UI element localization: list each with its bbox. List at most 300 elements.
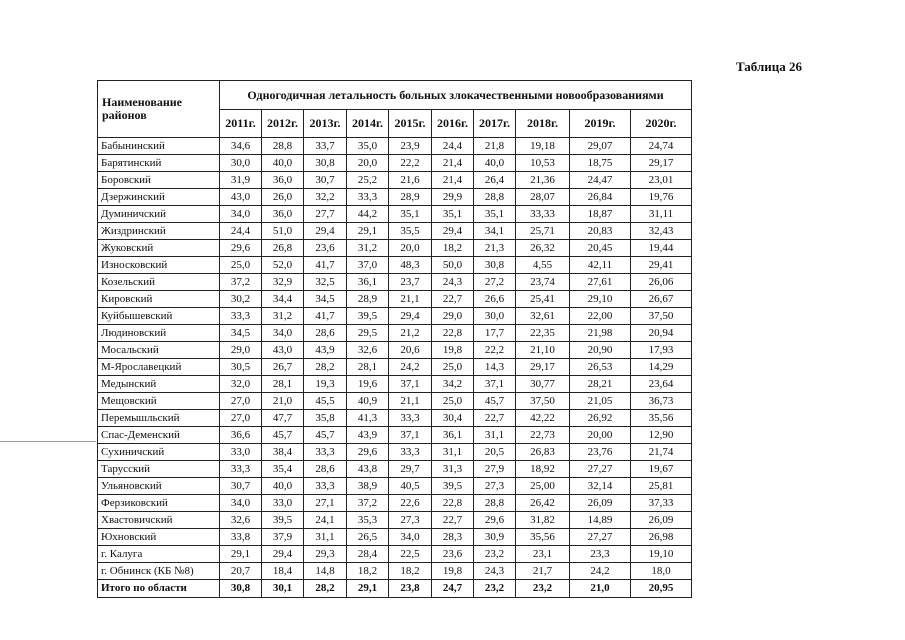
table-row (98, 512, 692, 529)
district-name: г. Обнинск (КБ №8) (98, 563, 220, 580)
lethality-value: 23,7 (389, 274, 432, 291)
lethality-value: 42,22 (516, 410, 570, 427)
lethality-value: 10,53 (516, 155, 570, 172)
lethality-value: 36,1 (347, 274, 389, 291)
lethality-value: 25,0 (220, 257, 262, 274)
lethality-value: 36,73 (631, 393, 692, 410)
table-row (98, 427, 692, 444)
lethality-value: 48,3 (389, 257, 432, 274)
lethality-value: 33,3 (220, 461, 262, 478)
lethality-value: 44,2 (347, 206, 389, 223)
lethality-value: 34,0 (220, 495, 262, 512)
lethality-value: 29,0 (432, 308, 474, 325)
lethality-value: 19,3 (304, 376, 347, 393)
lethality-value: 28,9 (389, 189, 432, 206)
total-row (98, 580, 692, 598)
lethality-value: 29,4 (432, 223, 474, 240)
lethality-value: 28,2 (304, 359, 347, 376)
lethality-value: 23,1 (516, 546, 570, 563)
lethality-value: 41,7 (304, 308, 347, 325)
lethality-value: 19,8 (432, 342, 474, 359)
lethality-value: 24,1 (304, 512, 347, 529)
lethality-value: 25,71 (516, 223, 570, 240)
lethality-value: 23,74 (516, 274, 570, 291)
lethality-value: 30,0 (474, 308, 516, 325)
lethality-value: 37,1 (389, 376, 432, 393)
lethality-value: 14,3 (474, 359, 516, 376)
lethality-value: 26,53 (570, 359, 631, 376)
lethality-value: 27,2 (474, 274, 516, 291)
lethality-value: 45,7 (262, 427, 304, 444)
lethality-value: 35,56 (631, 410, 692, 427)
lethality-value: 28,8 (474, 495, 516, 512)
lethality-value: 19,6 (347, 376, 389, 393)
lethality-value: 20,45 (570, 240, 631, 257)
lethality-value: 22,2 (474, 342, 516, 359)
lethality-value: 21,36 (516, 172, 570, 189)
district-name: Мещовский (98, 393, 220, 410)
lethality-value: 26,4 (474, 172, 516, 189)
lethality-value: 29,10 (570, 291, 631, 308)
lethality-value: 34,0 (220, 206, 262, 223)
lethality-value: 38,4 (262, 444, 304, 461)
lethality-value: 23,6 (304, 240, 347, 257)
total-value: 28,2 (304, 580, 347, 598)
lethality-value: 35,3 (347, 512, 389, 529)
lethality-value: 31,11 (631, 206, 692, 223)
lethality-value: 35,1 (389, 206, 432, 223)
lethality-value: 27,9 (474, 461, 516, 478)
lethality-value: 30,8 (474, 257, 516, 274)
header-year: 2012г. (262, 110, 304, 138)
lethality-value: 33,3 (389, 444, 432, 461)
lethality-value: 22,5 (389, 546, 432, 563)
district-name: Дзержинский (98, 189, 220, 206)
lethality-value: 18,2 (347, 563, 389, 580)
lethality-value: 30,2 (220, 291, 262, 308)
lethality-value: 28,07 (516, 189, 570, 206)
lethality-value: 28,1 (262, 376, 304, 393)
lethality-value: 28,21 (570, 376, 631, 393)
lethality-value: 18,2 (432, 240, 474, 257)
district-name: Тарусский (98, 461, 220, 478)
lethality-value: 32,61 (516, 308, 570, 325)
lethality-value: 22,73 (516, 427, 570, 444)
lethality-value: 22,7 (432, 291, 474, 308)
lethality-value: 26,5 (347, 529, 389, 546)
lethality-value: 40,0 (262, 478, 304, 495)
lethality-value: 19,18 (516, 138, 570, 155)
table-row (98, 172, 692, 189)
lethality-value: 28,9 (347, 291, 389, 308)
lethality-value: 21,74 (631, 444, 692, 461)
lethality-value: 24,47 (570, 172, 631, 189)
lethality-value: 14,29 (631, 359, 692, 376)
lethality-value: 29,1 (220, 546, 262, 563)
lethality-value: 20,94 (631, 325, 692, 342)
lethality-value: 24,3 (432, 274, 474, 291)
lethality-value: 34,0 (389, 529, 432, 546)
lethality-value: 24,74 (631, 138, 692, 155)
table-row (98, 563, 692, 580)
table-row (98, 291, 692, 308)
district-name: Боровский (98, 172, 220, 189)
lethality-value: 21,6 (389, 172, 432, 189)
district-name: Износковский (98, 257, 220, 274)
lethality-value: 26,09 (570, 495, 631, 512)
header-year: 2017г. (474, 110, 516, 138)
lethality-value: 26,7 (262, 359, 304, 376)
table-row (98, 478, 692, 495)
lethality-value: 51,0 (262, 223, 304, 240)
lethality-value: 32,9 (262, 274, 304, 291)
total-value: 30,1 (262, 580, 304, 598)
table-row (98, 444, 692, 461)
lethality-value: 32,6 (347, 342, 389, 359)
lethality-value: 29,3 (304, 546, 347, 563)
lethality-value: 34,2 (432, 376, 474, 393)
header-year: 2013г. (304, 110, 347, 138)
lethality-value: 40,9 (347, 393, 389, 410)
lethality-value: 33,3 (347, 189, 389, 206)
district-name: Кировский (98, 291, 220, 308)
lethality-value: 31,2 (347, 240, 389, 257)
district-name: Перемышльский (98, 410, 220, 427)
lethality-value: 33,7 (304, 138, 347, 155)
lethality-value: 43,8 (347, 461, 389, 478)
lethality-value: 29,17 (516, 359, 570, 376)
lethality-value: 24,2 (389, 359, 432, 376)
table-row (98, 376, 692, 393)
lethality-value: 32,2 (304, 189, 347, 206)
lethality-value: 18,2 (389, 563, 432, 580)
lethality-value: 34,1 (474, 223, 516, 240)
lethality-value: 27,0 (220, 410, 262, 427)
lethality-value: 43,0 (262, 342, 304, 359)
lethality-value: 19,67 (631, 461, 692, 478)
lethality-value: 29,6 (220, 240, 262, 257)
lethality-value: 31,9 (220, 172, 262, 189)
lethality-value: 33,3 (220, 308, 262, 325)
lethality-value: 26,8 (262, 240, 304, 257)
lethality-value: 27,61 (570, 274, 631, 291)
lethality-value: 33,3 (304, 444, 347, 461)
lethality-value: 29,1 (347, 223, 389, 240)
header-year: 2016г. (432, 110, 474, 138)
lethality-value: 26,0 (262, 189, 304, 206)
lethality-value: 41,3 (347, 410, 389, 427)
table-row (98, 206, 692, 223)
lethality-value: 45,7 (304, 427, 347, 444)
header-districts: Наименование районов (98, 81, 220, 138)
lethality-value: 39,5 (347, 308, 389, 325)
lethality-value: 29,6 (347, 444, 389, 461)
lethality-value: 28,3 (432, 529, 474, 546)
header-year: 2018г. (516, 110, 570, 138)
lethality-value: 22,8 (432, 325, 474, 342)
lethality-value: 32,43 (631, 223, 692, 240)
lethality-value: 20,0 (347, 155, 389, 172)
district-name: Мосальский (98, 342, 220, 359)
lethality-value: 21,7 (516, 563, 570, 580)
lethality-value: 38,9 (347, 478, 389, 495)
lethality-value: 30,5 (220, 359, 262, 376)
lethality-value: 17,7 (474, 325, 516, 342)
lethality-value: 21,3 (474, 240, 516, 257)
lethality-value: 39,5 (432, 478, 474, 495)
district-name: Жуковский (98, 240, 220, 257)
total-value: 24,7 (432, 580, 474, 598)
lethality-value: 21,98 (570, 325, 631, 342)
lethality-value: 30,7 (304, 172, 347, 189)
table-row (98, 308, 692, 325)
lethality-value: 22,2 (389, 155, 432, 172)
lethality-value: 29,0 (220, 342, 262, 359)
lethality-value: 21,1 (389, 393, 432, 410)
lethality-value: 41,7 (304, 257, 347, 274)
lethality-value: 33,3 (389, 410, 432, 427)
table-row (98, 138, 692, 155)
lethality-value: 30,77 (516, 376, 570, 393)
lethality-value: 19,76 (631, 189, 692, 206)
district-name: Жиздринский (98, 223, 220, 240)
table-row (98, 325, 692, 342)
table-row (98, 240, 692, 257)
lethality-value: 32,5 (304, 274, 347, 291)
lethality-value: 30,0 (220, 155, 262, 172)
table-caption: Таблица 26 (735, 59, 802, 74)
lethality-value: 34,4 (262, 291, 304, 308)
lethality-value: 21,4 (432, 172, 474, 189)
table-row (98, 342, 692, 359)
lethality-value: 26,67 (631, 291, 692, 308)
lethality-value: 23,9 (389, 138, 432, 155)
lethality-value: 21,05 (570, 393, 631, 410)
lethality-value: 43,9 (347, 427, 389, 444)
lethality-value: 32,0 (220, 376, 262, 393)
lethality-value: 26,6 (474, 291, 516, 308)
lethality-value: 40,5 (389, 478, 432, 495)
lethality-value: 31,1 (304, 529, 347, 546)
lethality-value: 27,3 (474, 478, 516, 495)
lethality-value: 20,5 (474, 444, 516, 461)
lethality-value: 40,0 (474, 155, 516, 172)
lethality-value: 19,44 (631, 240, 692, 257)
lethality-value: 32,14 (570, 478, 631, 495)
lethality-value: 23,3 (570, 546, 631, 563)
table-row (98, 359, 692, 376)
table-row (98, 495, 692, 512)
table-row (98, 393, 692, 410)
lethality-value: 21,2 (389, 325, 432, 342)
lethality-value: 29,9 (432, 189, 474, 206)
lethality-value: 37,1 (389, 427, 432, 444)
lethality-value: 28,6 (304, 461, 347, 478)
lethality-value: 30,4 (432, 410, 474, 427)
lethality-value: 21,4 (432, 155, 474, 172)
lethality-value: 25,2 (347, 172, 389, 189)
lethality-value: 23,6 (432, 546, 474, 563)
district-name: Медынский (98, 376, 220, 393)
lethality-value: 17,93 (631, 342, 692, 359)
table-row (98, 223, 692, 240)
lethality-value: 33,33 (516, 206, 570, 223)
district-name: Куйбышевский (98, 308, 220, 325)
lethality-value: 31,3 (432, 461, 474, 478)
lethality-value: 47,7 (262, 410, 304, 427)
lethality-value: 35,56 (516, 529, 570, 546)
district-name: Людиновский (98, 325, 220, 342)
district-name: Бабынинский (98, 138, 220, 155)
total-label: Итого по области (98, 580, 220, 598)
lethality-value: 23,2 (474, 546, 516, 563)
lethality-value: 22,00 (570, 308, 631, 325)
lethality-value: 14,89 (570, 512, 631, 529)
lethality-value: 27,3 (389, 512, 432, 529)
district-name: Сухиничский (98, 444, 220, 461)
lethality-value: 30,8 (304, 155, 347, 172)
lethality-value: 27,1 (304, 495, 347, 512)
lethality-value: 26,42 (516, 495, 570, 512)
total-value: 21,0 (570, 580, 631, 598)
lethality-value: 21,0 (262, 393, 304, 410)
table-row (98, 546, 692, 563)
lethality-value: 28,6 (304, 325, 347, 342)
lethality-value: 35,1 (474, 206, 516, 223)
lethality-value: 18,0 (631, 563, 692, 580)
lethality-value: 36,1 (432, 427, 474, 444)
lethality-value: 43,9 (304, 342, 347, 359)
lethality-value: 34,5 (220, 325, 262, 342)
lethality-value: 30,9 (474, 529, 516, 546)
lethality-value: 29,4 (262, 546, 304, 563)
lethality-value: 30,7 (220, 478, 262, 495)
lethality-value: 28,1 (347, 359, 389, 376)
lethality-value: 27,27 (570, 461, 631, 478)
lethality-value: 42,11 (570, 257, 631, 274)
lethality-value: 24,2 (570, 563, 631, 580)
lethality-value: 22,7 (432, 512, 474, 529)
lethality-value: 26,32 (516, 240, 570, 257)
lethality-value: 22,35 (516, 325, 570, 342)
lethality-value: 18,75 (570, 155, 631, 172)
lethality-value: 35,4 (262, 461, 304, 478)
district-name: Юхновский (98, 529, 220, 546)
total-value: 20,95 (631, 580, 692, 598)
district-name: Спас-Деменский (98, 427, 220, 444)
lethality-value: 21,10 (516, 342, 570, 359)
lethality-value: 22,6 (389, 495, 432, 512)
lethality-value: 29,7 (389, 461, 432, 478)
lethality-value: 20,00 (570, 427, 631, 444)
lethality-value: 23,64 (631, 376, 692, 393)
lethality-value: 37,2 (220, 274, 262, 291)
lethality-value: 36,0 (262, 172, 304, 189)
lethality-value: 20,0 (389, 240, 432, 257)
lethality-value: 35,5 (389, 223, 432, 240)
lethality-value: 40,0 (262, 155, 304, 172)
lethality-value: 18,92 (516, 461, 570, 478)
lethality-value: 35,8 (304, 410, 347, 427)
lethality-value: 32,6 (220, 512, 262, 529)
lethality-value: 29,17 (631, 155, 692, 172)
lethality-value: 29,6 (474, 512, 516, 529)
lethality-value: 31,82 (516, 512, 570, 529)
lethality-value: 45,5 (304, 393, 347, 410)
lethality-value: 34,0 (262, 325, 304, 342)
lethality-value: 34,5 (304, 291, 347, 308)
header-year: 2015г. (389, 110, 432, 138)
lethality-value: 28,8 (474, 189, 516, 206)
district-name: Ульяновский (98, 478, 220, 495)
district-name: Ферзиковский (98, 495, 220, 512)
lethality-value: 26,06 (631, 274, 692, 291)
district-name: Думиничский (98, 206, 220, 223)
lethality-value: 37,9 (262, 529, 304, 546)
lethality-value: 20,83 (570, 223, 631, 240)
lethality-value: 19,10 (631, 546, 692, 563)
lethality-value: 31,2 (262, 308, 304, 325)
lethality-value: 18,87 (570, 206, 631, 223)
table-row (98, 257, 692, 274)
lethality-value: 27,0 (220, 393, 262, 410)
lethality-value: 28,4 (347, 546, 389, 563)
table-row (98, 189, 692, 206)
lethality-value: 43,0 (220, 189, 262, 206)
lethality-value: 37,1 (474, 376, 516, 393)
lethality-value: 33,0 (262, 495, 304, 512)
total-value: 30,8 (220, 580, 262, 598)
lethality-value: 31,1 (474, 427, 516, 444)
lethality-value: 19,8 (432, 563, 474, 580)
table-row (98, 461, 692, 478)
lethality-value: 24,3 (474, 563, 516, 580)
lethality-value: 27,27 (570, 529, 631, 546)
lethality-value: 35,1 (432, 206, 474, 223)
lethality-value: 20,90 (570, 342, 631, 359)
lethality-value: 34,6 (220, 138, 262, 155)
header-year: 2011г. (220, 110, 262, 138)
lethality-value: 39,5 (262, 512, 304, 529)
lethality-value: 37,0 (347, 257, 389, 274)
total-value: 23,2 (516, 580, 570, 598)
district-name: Козельский (98, 274, 220, 291)
lethality-value: 26,92 (570, 410, 631, 427)
lethality-value: 45,7 (474, 393, 516, 410)
lethality-value: 33,8 (220, 529, 262, 546)
total-value: 23,2 (474, 580, 516, 598)
district-name: Барятинский (98, 155, 220, 172)
table-row (98, 529, 692, 546)
header-year: 2020г. (631, 110, 692, 138)
lethality-value: 25,0 (432, 393, 474, 410)
lethality-value: 23,01 (631, 172, 692, 189)
lethality-value: 28,8 (262, 138, 304, 155)
lethality-value: 12,90 (631, 427, 692, 444)
lethality-value: 36,6 (220, 427, 262, 444)
lethality-value: 14,8 (304, 563, 347, 580)
total-value: 29,1 (347, 580, 389, 598)
header-lethality-group: Одногодичная летальность больных злокачественными новообразованиями (220, 81, 692, 110)
lethality-value: 18,4 (262, 563, 304, 580)
lethality-value: 33,0 (220, 444, 262, 461)
lethality-value: 37,33 (631, 495, 692, 512)
lethality-value: 25,41 (516, 291, 570, 308)
lethality-value: 21,8 (474, 138, 516, 155)
lethality-value: 36,0 (262, 206, 304, 223)
lethality-value: 37,50 (631, 308, 692, 325)
lethality-value: 25,81 (631, 478, 692, 495)
